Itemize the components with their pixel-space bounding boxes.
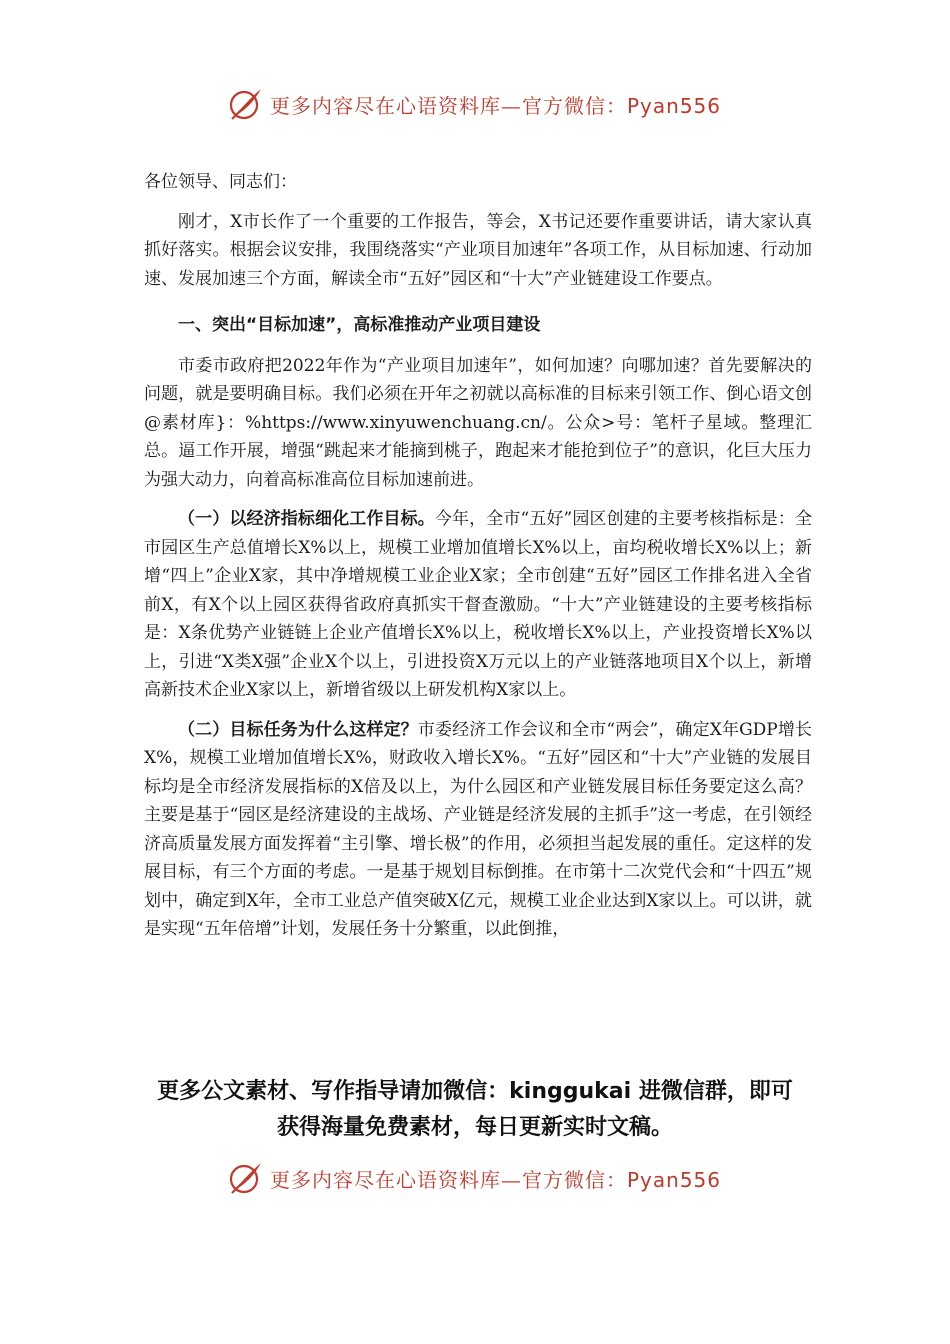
footer-wechat-id: Pyan556 — [627, 1167, 722, 1192]
promo-line-1: 更多公文素材、写作指导请加微信：kinggukai 进微信群，即可 — [157, 1079, 793, 1104]
item-1-paragraph — [144, 505, 812, 705]
footer-site-name: 更多内容尽在心语资料库— — [270, 1167, 522, 1192]
section-1-title: 一、突出“目标加速”，高标准推动产业项目建设 — [178, 315, 541, 335]
item-1-title: （一）以经济指标细化工作目标。 — [178, 509, 435, 529]
header-wechat-id: Pyan556 — [627, 93, 722, 118]
footer-logo — [228, 1160, 721, 1196]
greeting: 各位领导、同志们： — [144, 172, 297, 192]
quill-logo-icon — [228, 1160, 264, 1196]
header-logo — [228, 86, 721, 122]
quill-logo-icon — [228, 86, 264, 122]
section-1-paragraph: 市委市政府把2022年作为“产业项目加速年”，如何加速？向哪加速？首先要解决的问题，就是要明确目标。我们必须在开年之初就以高标准的目标来引领工作、倒心语文创@素材库}：%https://www.xinyuwenchuang.cn/。公众>号：笔杆子星域。整理汇总。逼工作开展，增强“跳起来才能摘到桃子，跑起来才能抢到位子”的意识，化巨大压力为强大动力，向着高标准高位目标加速前进。 — [144, 355, 812, 490]
item-1-body: 今年，全市“五好”园区创建的主要考核指标是：全市园区生产总值增长X%以上，规模工业增加值增长X%以上，亩均税收增长X%以上；新增“四上”企业X家，其中净增规模工业企业X家；全市创建“五好”园区工作排名进入全省前X，有X个以上园区获得省政府真抓实干督查激励。“十大”产业链建设的主要考核指标是：X条优势产业链链上企业产值增长X%以上，税收增长X%以上，产业投资增长X%以上，引进“X类X强”企业X个以上，引进投资X万元以上的产业链落地项目X个以上，新增高新技术企业X家以上，新增省级以上研发机构X家以上。 — [144, 509, 812, 700]
item-2-body: 市委经济工作会议和全市“两会”，确定X年GDP增长X%，规模工业增加值增长X%，财政收入增长X%。“五好”园区和“十大”产业链的发展目标均是全市经济发展指标的X倍及以上，为什么园区和产业链发展目标任务要定这么高？主要是基于“园区是经济建设的主战场、产业链是经济发展的主抓手”这一考虑，在引领经济高质量发展方面发挥着“主引擎、增长极”的作用，必须担当起发展的重任。定这样的发展目标，有三个方面的考虑。一是基于规划目标倒推。在市第十二次党代会和“十四五”规划中，确定到X年，全市工业总产值突破X亿元，规模工业企业达到X家以上。可以讲，就是实现“五年倍增”计划，发展任务十分繁重，以此倒推， — [144, 719, 812, 939]
footer-wechat-label: 官方微信： — [522, 1167, 627, 1192]
promo-line-2: 获得海量免费素材，每日更新实时文稿。 — [276, 1115, 673, 1140]
header-site-name: 更多内容尽在心语资料库— — [270, 93, 522, 118]
promo-banner — [100, 1074, 850, 1146]
item-2-paragraph — [144, 716, 812, 944]
header-wechat-label: 官方微信： — [522, 93, 627, 118]
intro-paragraph: 刚才，X市长作了一个重要的工作报告，等会，X书记还要作重要讲话，请大家认真抓好落实。根据会议安排，我围绕落实“产业项目加速年”各项工作，从目标加速、行动加速、发展加速三个方面，解读全市“五好”园区和“十大”产业链建设工作要点。 — [144, 211, 812, 289]
document-body — [144, 168, 812, 955]
footer-site-text — [270, 1164, 721, 1193]
item-2-title: （二）目标任务为什么这样定？ — [178, 719, 418, 740]
header-site-text — [270, 90, 721, 119]
